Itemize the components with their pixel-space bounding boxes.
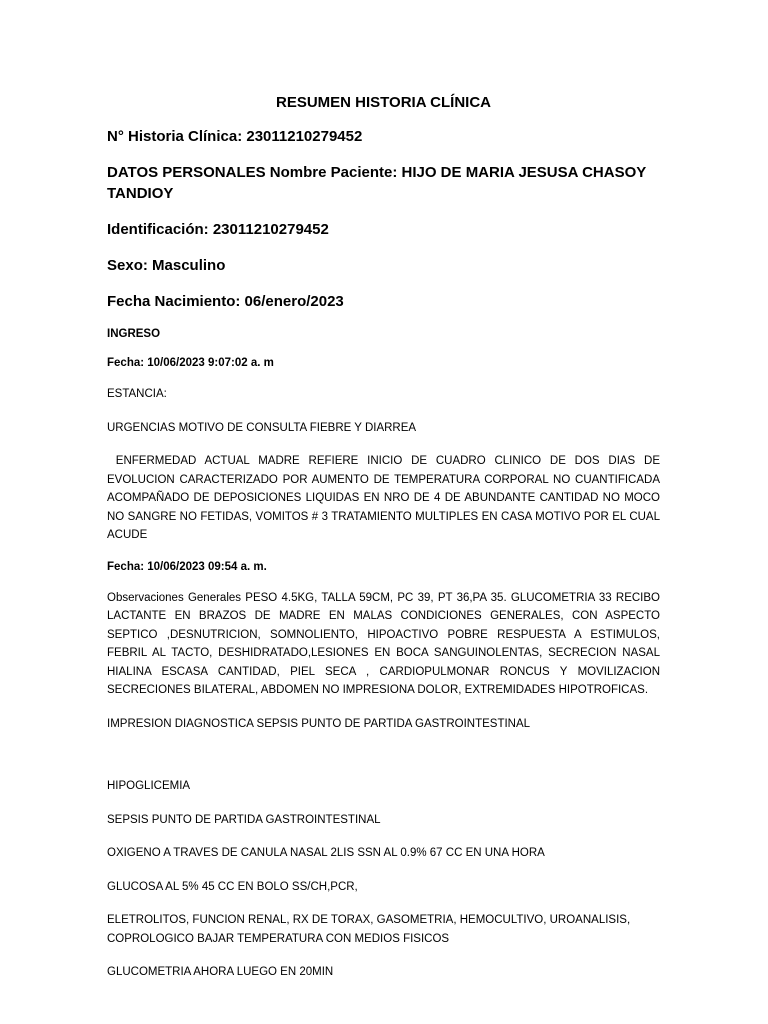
patient-personal-data: DATOS PERSONALES Nombre Paciente: HIJO DE MARIA JESUSA CHASOY TANDIOY <box>107 164 646 202</box>
document-title: RESUMEN HISTORIA CLÍNICA <box>275 94 491 111</box>
observation-date: Fecha: 10/06/2023 09:54 a. m. <box>107 560 267 573</box>
historia-clinica-number: N° Historia Clínica: 23011210279452 <box>107 128 363 145</box>
order-glucometria: GLUCOMETRIA AHORA LUEGO EN 20MIN <box>107 966 334 978</box>
enfermedad-actual: ENFERMEDAD ACTUAL MADRE REFIERE INICIO DE CUADRO CLINICO DE DOS DIAS DE EVOLUCION CARACTERIZADO POR AUMENTO DE TEMPERATURA CORPORAL NO CUANTIFICADA ACOMPAÑADO DE DEPOSICIONES LIQUIDAS EN NRO DE 4 DE ABUNDANTE CANTIDAD NO MOCO NO SANGRE NO FETIDAS, VOMITOS # 3 TRATAMIENTO MULTIPLES EN CASA MOTIVO POR EL CUAL ACUDE <box>107 455 664 541</box>
document-body <box>107 94 664 997</box>
ingreso-heading: INGRESO <box>107 328 161 340</box>
patient-identification: Identificación: 23011210279452 <box>107 221 329 238</box>
diagnosis-hipoglicemia: HIPOGLICEMIA <box>107 780 191 792</box>
order-laboratorios: ELETROLITOS, FUNCION RENAL, RX DE TORAX, GASOMETRIA, HEMOCULTIVO, UROANALISIS, COPROLOGICO BAJAR TEMPERATURA CON MEDIOS FISICOS <box>107 914 631 945</box>
patient-sex: Sexo: Masculino <box>107 257 226 274</box>
estancia-label: ESTANCIA: <box>107 388 167 400</box>
impresion-diagnostica: IMPRESION DIAGNOSTICA SEPSIS PUNTO DE PARTIDA GASTROINTESTINAL <box>107 717 531 730</box>
order-glucosa: GLUCOSA AL 5% 45 CC EN BOLO SS/CH,PCR, <box>107 880 358 893</box>
observaciones-generales: Observaciones Generales PESO 4.5KG, TALLA 59CM, PC 39, PT 36,PA 35. GLUCOMETRIA 33 RECIBO LACTANTE EN BRAZOS DE MADRE EN MALAS CONDICIONES GENERALES, CON ASPECTO SEPTICO ,DESNUTRICION, SOMNOLIENTO, HIPOACTIVO POBRE RESPUESTA A ESTIMULOS, FEBRIL AL TACTO, DESHIDRATADO,LESIONES EN BOCA SANGUINOLENTAS, SECRECION NASAL HIALINA ESCASA CANTIDAD, PIEL SECA , CARDIOPULMONAR RONCUS Y MOVILIZACION SECRECIONES BILATERAL, ABDOMEN NO IMPRESIONA DOLOR, EXTREMIDADES HIPOTROFICAS. <box>107 591 660 696</box>
ingreso-date: Fecha: 10/06/2023 9:07:02 a. m <box>107 357 274 369</box>
order-oxigeno: OXIGENO A TRAVES DE CANULA NASAL 2LIS SSN AL 0.9% 67 CC EN UNA HORA <box>107 847 545 859</box>
diagnosis-sepsis: SEPSIS PUNTO DE PARTIDA GASTROINTESTINAL <box>107 813 381 826</box>
motivo-consulta: URGENCIAS MOTIVO DE CONSULTA FIEBRE Y DIARREA <box>107 421 417 434</box>
blank-line <box>107 748 660 777</box>
patient-birth-date: Fecha Nacimiento: 06/enero/2023 <box>107 293 344 310</box>
